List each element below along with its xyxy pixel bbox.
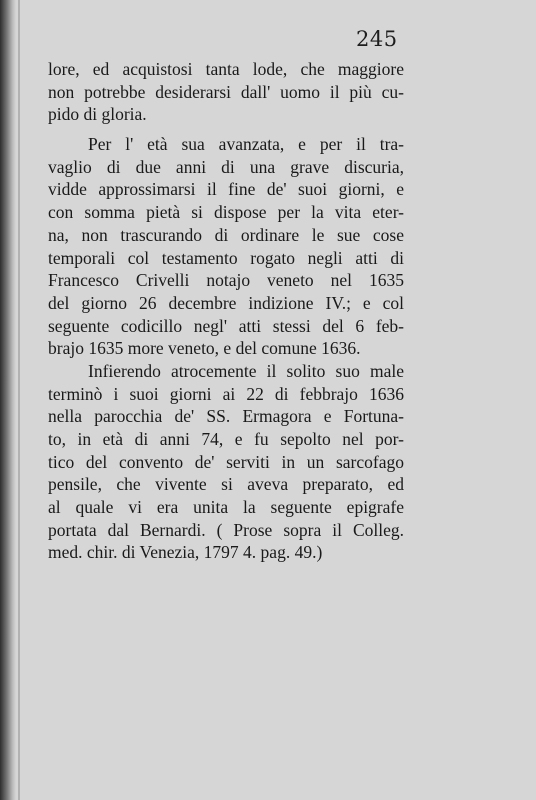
page-number: 245: [356, 27, 398, 51]
paragraph-2: [48, 133, 404, 360]
text-line: Francesco Crivelli notajo veneto nel 1635: [48, 270, 404, 291]
text-line: terminò i suoi giorni ai 22 di febbrajo 1636: [48, 383, 404, 404]
paragraph-1: [48, 58, 404, 126]
text-line: portata dal Bernardi. ( Prose sopra il Colleg.: [48, 519, 404, 540]
text-line: vidde approssimarsi il fine de' suoi giorni, e: [48, 179, 404, 200]
text-line: seguente codicillo negl' atti stessi del 6 feb-: [48, 315, 404, 336]
text-line: na, non trascurando di ordinare le sue cose: [48, 224, 404, 245]
text-line: Infierendo atrocemente il solito suo male: [88, 360, 404, 381]
text-line: pensile, che vivente si aveva preparato, ed: [48, 474, 404, 495]
text-line: del giorno 26 decembre indizione IV.; e col: [48, 292, 404, 313]
text-line: lore, ed acquistosi tanta lode, che maggiore: [48, 59, 404, 79]
text-line: non potrebbe desiderarsi dall' uomo il più cu-: [48, 81, 404, 102]
text-line: pido di gloria.: [48, 104, 147, 125]
text-line: con somma pietà si dispose per la vita eter-: [48, 202, 404, 223]
text-line: temporali col testamento rogato negli atti di: [48, 247, 404, 268]
text-line: med. chir. di Venezia, 1797 4. pag. 49.): [48, 542, 323, 563]
page-edge: [18, 0, 20, 800]
text-line: to, in età di anni 74, e fu sepolto nel por-: [48, 429, 404, 449]
text-line: al quale vi era unita la seguente epigrafe: [48, 497, 404, 518]
body-text: [48, 58, 404, 564]
text-line: tico del convento de' serviti in un sarcofago: [48, 451, 404, 472]
text-line: vaglio di due anni di una grave discuria,: [48, 156, 404, 177]
text-line: nella parocchia de' SS. Ermagora e Fortuna-: [48, 406, 404, 427]
book-gutter-shadow: [0, 0, 16, 800]
text-line: brajo 1635 more veneto, e del comune 1636.: [48, 338, 361, 359]
paragraph-3: [48, 360, 404, 564]
text-line: Per l' età sua avanzata, e per il tra-: [88, 134, 404, 155]
